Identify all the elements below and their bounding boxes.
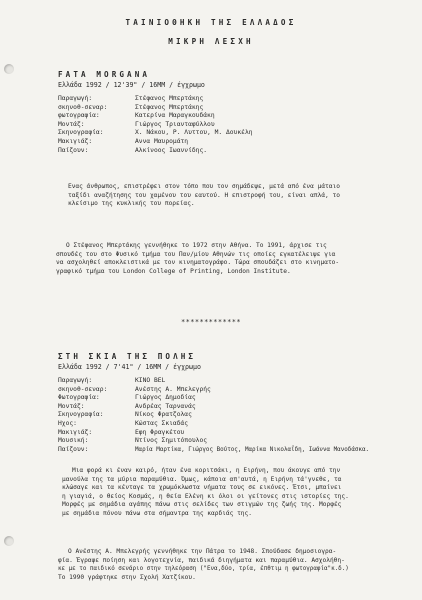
credit-row: Μοντάζ: Ανδρέας Ταρνανάς <box>58 402 196 410</box>
text-line: γραφικό τμήμα του London College of Printing, London Institute. <box>56 267 291 275</box>
text-line: Το 1990 γράφτηκε στην Σχολή Χατζίκου. <box>58 573 196 581</box>
film1-synopsis <box>56 183 382 209</box>
film1-meta: Ελλάδα 1992 / 12'39" / 16ΜΜ / έγχρωμο <box>58 81 205 89</box>
text-line: φία. Έγραψε ποίηση και λογοτεχνία, παιδικά διηγήματα και παραμύθια. Ασχολήθη- <box>58 556 345 564</box>
text-line: με σημάδια πόνου πάνω στα σήμαντρα της καρδιάς της. <box>62 509 252 517</box>
credit-row: Μακιγιάζ: Αννα Μαυρομάτη <box>58 137 189 145</box>
text-line: κε με το παιδικό σενάριο στην τηλεόραση ("Ενα,δύο, τρία, έπθτιμ η φωτογραφία"κ.δ.) <box>58 566 349 572</box>
text-line: μανούλα της τα μύρια παραμύθια. Όμως, κάποια απ'αυτά, η Ειρήνη τά'γνεθε, τα <box>62 475 342 483</box>
header-institution: ΤΑΙΝΙΟΘΗΚΗ ΤΗΣ ΕΛΛΑΔΟΣ <box>125 18 297 27</box>
text-line: κλώσαγε και τα κένταγε τα χρωμόκλωστα νήματα τους σε εικόνες. Έτσι, μπαίνει <box>62 484 342 491</box>
text-line: σπουδές του στο Φυσικό τμήμα του Παν/μίου Αθηνών τις οποίες εγκατέλειψε για <box>56 250 336 258</box>
text-line: Ο Ανέστης Α. Μπελεγρής γεννήθηκε την Πάτρα το 1948. Σπούδασε δημοσιογρα- <box>68 548 337 555</box>
film2-meta: Ελλάδα 1992 / 7'41" / 16ΜΜ / έγχρωμο <box>58 363 201 371</box>
credit-row: Σκηνογραφία: Νίκος Φρατζολας <box>58 411 192 419</box>
film1-title: FATA MORGANA <box>58 70 151 79</box>
text-line: Μορφές με σημάδια αγάπης πάνω στις σελίδες των στιγμών της ζωής της. Μορφές <box>62 501 342 508</box>
credit-row: φωτογραφία: Κατερίνα Μαραγκουδάκη <box>58 112 215 120</box>
film1-bio <box>56 242 382 276</box>
credit-row: σκηνοθ-σεναρ: Ανέστης Α. Μπελεγρής <box>58 385 211 393</box>
punch-hole <box>4 64 14 74</box>
film2-credits <box>58 377 369 454</box>
text-line: Ενας άνθρωπος, επιστρέφει στον τόπο που τον σημάδεψε, μετά από ένα μάταιο <box>68 183 340 190</box>
section-separator: ************* <box>181 318 241 326</box>
credit-row: Ηχος: Κώστας Σκιαδάς <box>58 419 189 427</box>
punch-hole <box>4 536 14 546</box>
credit-row: Παραγωγή: Στέφανος Μπερτάκης <box>58 95 204 102</box>
credit-row: Παραγωγή: KINO BEL <box>58 377 166 384</box>
text-line: η γιαγιά, ο θείος Κοσμάς, η θεία Ελένη κι όλοι οι γείτονες στις ιστορίες της. <box>62 492 349 500</box>
film2-synopsis <box>62 467 384 518</box>
text-line: Ο Στέφανος Μπερτάκης γεννήθηκε το 1972 στην Αθήνα. Το 1991, άρχισε τις <box>66 242 327 249</box>
credit-row: Μουσική: Ντίνος Σημιτόπουλος <box>58 437 208 445</box>
credit-row: Φωτογραφία: Γιώργος Δημοδίας <box>58 394 196 402</box>
credit-row: Παίζουν: Μαρία Μαρτίκα, Γιώργος Βούτος, Μαρίκα Νικολαΐδη, Ιωάννα Μανοδάσκα. <box>58 445 370 453</box>
credit-row: Μοντάζ: Γιώργος Τριανταφύλλου <box>58 120 215 128</box>
text-line: Μια φορά κι έναν καιρό, ήταν ένα κοριτσάκι, η Ειρήνη, που άκουγε από την <box>72 467 341 474</box>
film2-bio <box>58 548 388 582</box>
text-line: κλείσιμο της κυκλικής του πορείας. <box>68 200 195 207</box>
film2-title: ΣΤΗ ΣΚΙΑ ΤΗΣ ΠΟΛΗΣ <box>58 352 197 361</box>
credit-row: σκηνοθ-σεναρ: Στέφανος Μπερτάκης <box>58 103 204 111</box>
header-subtitle: ΜΙΚΡΗ ΛΕΣΧΗ <box>168 37 254 46</box>
credit-row: Σκηνογραφία: Χ. Νάκου, Ρ. Λυττου, Μ. Δουκέλη <box>58 129 253 137</box>
film1-credits <box>58 95 253 155</box>
credit-row: Παίζουν: Αλκίνοος Ιωαννίδης. <box>58 146 208 154</box>
credit-row: Μακιγιάζ: Εφη Φραγκέτου <box>58 428 185 436</box>
text-line: ταξίδι αναζήτησης του χαμένου του εαυτού. Η επιστροφή του, είναι απλά, το <box>68 191 340 199</box>
text-line: να ασχοληθεί αποκλειστικά με τον κινηματογράφο. Τώρα σπουδάζει στο κινηματο- <box>56 259 340 266</box>
